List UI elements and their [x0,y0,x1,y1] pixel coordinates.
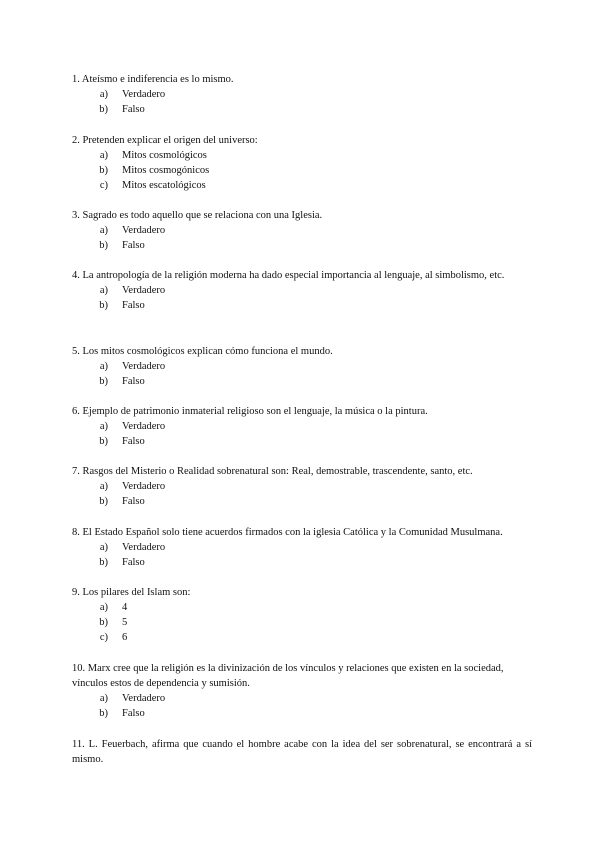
option-b [72,555,532,570]
option-letter: b) [99,617,108,628]
option-a [72,223,532,238]
option-b [72,434,532,449]
option-letter: c) [99,180,108,191]
question-9 [72,585,532,645]
question-10 [72,661,532,721]
question-stem: 9. Los pilares del Islam son: [72,587,191,598]
option-text: Falso [122,104,145,115]
option-letter: a) [99,481,108,492]
option-text: Falso [122,300,145,311]
option-text: Verdadero [122,542,166,553]
option-text: Falso [122,557,145,568]
option-text: Mitos cosmológicos [122,150,207,161]
option-letter: a) [99,225,108,236]
option-b [72,298,532,313]
question-stem: 4. La antropología de la religión moderna ha dado especial importancia al lenguaje, al simbolismo, etc. [72,270,505,281]
options-list [72,359,532,389]
option-text: Verdadero [122,693,166,704]
option-text: Mitos cosmogónicos [122,165,210,176]
option-letter: a) [99,285,108,296]
question-stem: 1. Ateísmo e indiferencia es lo mismo. [72,74,234,85]
option-letter: b) [99,165,108,176]
option-a [72,419,532,434]
option-text: Falso [122,376,145,387]
option-b [72,238,532,253]
option-text: Verdadero [122,89,166,100]
option-b [72,706,532,721]
option-a [72,600,532,615]
question-5 [72,344,532,389]
options-list [72,479,532,509]
option-a [72,148,532,163]
option-text: Verdadero [122,285,166,296]
option-text: Verdadero [122,225,166,236]
option-b [72,374,532,389]
option-text: Verdadero [122,421,166,432]
option-text: Falso [122,496,145,507]
question-stem: 3. Sagrado es todo aquello que se relaciona con una Iglesia. [72,210,323,221]
option-text: Verdadero [122,481,166,492]
option-text: Mitos escatológicos [122,180,206,191]
option-letter: b) [99,376,108,387]
option-b [72,615,532,630]
option-letter: a) [99,693,108,704]
option-text: 5 [122,617,128,628]
option-letter: b) [99,300,108,311]
option-letter: a) [99,421,108,432]
option-letter: b) [99,104,108,115]
question-stem: 7. Rasgos del Misterio o Realidad sobrenatural son: Real, demostrable, trascendente, santo, etc. [72,466,473,477]
option-letter: b) [99,240,108,251]
options-list [72,223,532,253]
question-stem: 10. Marx cree que la religión es la divinización de los vínculos y relaciones que existen en la sociedad, vínculos estos de dependencia y sumisión. [72,663,504,689]
option-text: Verdadero [122,361,166,372]
option-text: Falso [122,708,145,719]
option-text: 4 [122,602,128,613]
options-list [72,540,532,570]
options-list [72,419,532,449]
question-7 [72,464,532,509]
option-a [72,87,532,102]
question-stem: 5. Los mitos cosmológicos explican cómo funciona el mundo. [72,346,333,357]
option-a [72,479,532,494]
option-b [72,494,532,509]
options-list [72,691,532,721]
option-text: Falso [122,436,145,447]
option-letter: a) [99,542,108,553]
options-list [72,283,532,313]
option-c [72,178,532,193]
option-letter: a) [99,361,108,372]
option-letter: a) [99,89,108,100]
option-letter: b) [99,436,108,447]
question-3 [72,208,532,253]
option-b [72,163,532,178]
option-a [72,540,532,555]
question-1 [72,72,532,117]
option-letter: a) [99,150,108,161]
option-letter: c) [99,632,108,643]
option-letter: b) [99,557,108,568]
option-a [72,283,532,298]
options-list [72,600,532,645]
option-text: Falso [122,240,145,251]
question-11 [72,737,532,767]
option-letter: b) [99,496,108,507]
options-list [72,87,532,117]
options-list [72,148,532,193]
option-text: 6 [122,632,128,643]
question-6 [72,404,532,449]
question-stem: 8. El Estado Español solo tiene acuerdos firmados con la iglesia Católica y la Comunidad Musulmana. [72,527,503,538]
option-a [72,691,532,706]
question-4 [72,268,532,313]
option-c [72,630,532,645]
option-letter: a) [99,602,108,613]
question-stem: 2. Pretenden explicar el origen del universo: [72,135,258,146]
question-stem: 11. L. Feuerbach, afirma que cuando el hombre acabe con la idea del ser sobrenatural, se encontrará a sí mismo. [72,739,532,765]
question-stem: 6. Ejemplo de patrimonio inmaterial religioso son el lenguaje, la música o la pintura. [72,406,428,417]
option-letter: b) [99,708,108,719]
question-8 [72,525,532,570]
option-b [72,102,532,117]
question-2 [72,133,532,193]
option-a [72,359,532,374]
